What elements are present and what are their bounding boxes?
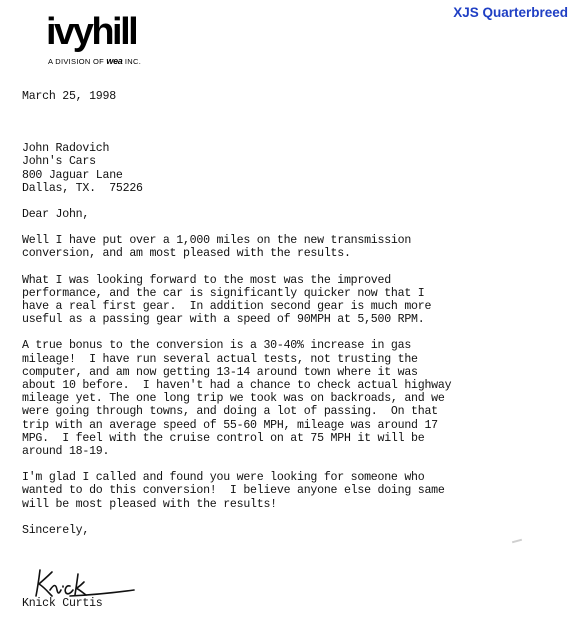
text-line: What I was looking forward to the most was the improved (22, 273, 391, 287)
address-line: John's Cars (22, 155, 96, 169)
text-line: mileage! I have run several actual tests, not trusting the (22, 352, 418, 366)
text-line: will be most pleased with the results! (22, 497, 277, 511)
text-line: wanted to do this conversion! I believe anyone else doing same (22, 484, 445, 498)
text-line: trip with an average speed of 55-60 MPH, mileage was around 17 (22, 418, 438, 432)
address-line: Dallas, TX. 75226 (22, 181, 143, 195)
closing: Sincerely, (22, 523, 90, 537)
text-line: I'm glad I called and found you were looking for someone who (22, 471, 425, 485)
page-tag: XJS Quarterbreed (453, 5, 568, 20)
text-line: A true bonus to the conversion is a 30-40% increase in gas (22, 339, 412, 353)
paragraph-3 (22, 339, 567, 458)
text-line: Well I have put over a 1,000 miles on the new transmission (22, 234, 412, 248)
company-logo: ivyhill (46, 11, 137, 53)
signer-name: Knick Curtis (22, 597, 103, 610)
letter-date: March 25, 1998 (22, 90, 116, 103)
text-line: performance, and the car is significantly quicker now that I (22, 286, 425, 300)
letter-body (22, 90, 567, 537)
text-line: useful as a passing gear with a speed of 90MPH at 5,500 RPM. (22, 313, 425, 327)
address-line: John Radovich (22, 142, 110, 156)
paragraph-2 (22, 274, 567, 327)
division-brand: wea (106, 56, 123, 66)
handwritten-signature (30, 566, 140, 600)
text-line: computer, and am now getting 13-14 around town where it was (22, 365, 418, 379)
text-line: around 18-19. (22, 445, 110, 459)
division-line (48, 56, 141, 66)
text-line: conversion, and am most pleased with the results. (22, 247, 351, 261)
division-suffix: INC. (122, 57, 142, 66)
paper-speck (512, 539, 522, 544)
text-line: mileage yet. The one long trip we took was on backroads, and we (22, 392, 445, 406)
text-line: about 10 before. I haven't had a chance to check actual highway (22, 379, 452, 393)
division-prefix: A DIVISION OF (48, 57, 107, 66)
paragraph-1 (22, 234, 567, 260)
salutation: Dear John, (22, 208, 90, 222)
address-line: 800 Jaguar Lane (22, 168, 123, 182)
text-line: have a real first gear. In addition second gear is much more (22, 300, 432, 314)
recipient-address (22, 142, 567, 195)
paragraph-4 (22, 471, 567, 511)
text-line: MPG. I feel with the cruise control on at 75 MPH it will be (22, 431, 425, 445)
text-line: were going through towns, and doing a lot of passing. On that (22, 405, 438, 419)
